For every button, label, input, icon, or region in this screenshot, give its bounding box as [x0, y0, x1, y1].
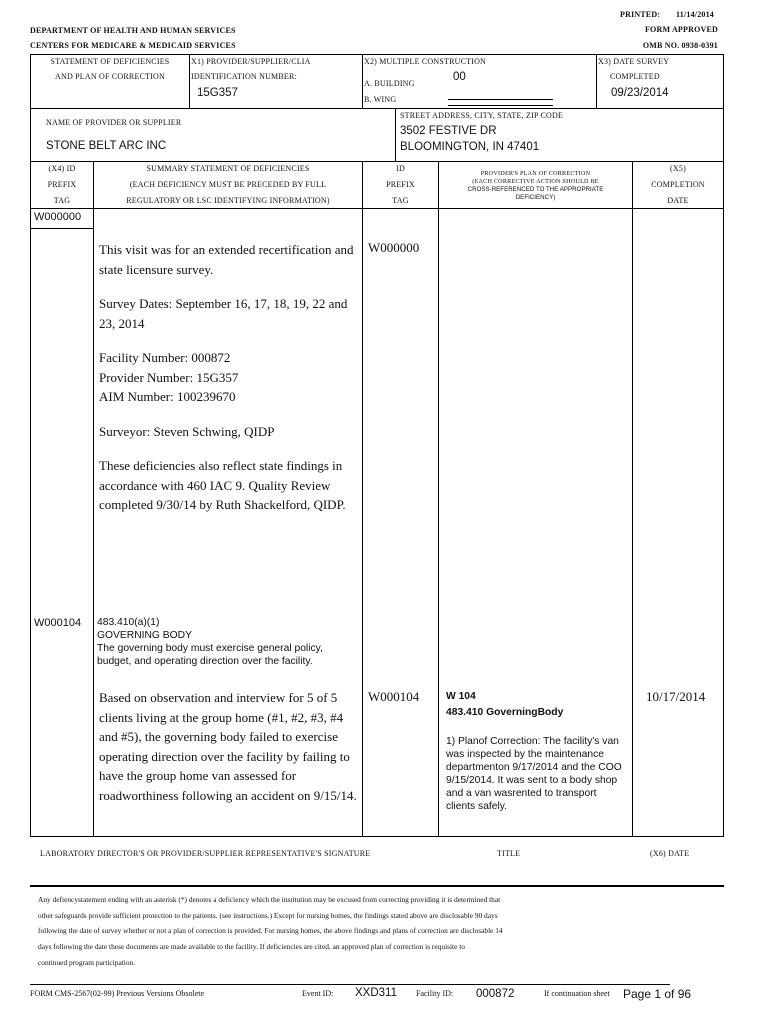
regulation-number: 483.410(a)(1): [97, 617, 160, 628]
plan-label-3: CROSS-REFERENCED TO THE APPROPRIATE: [467, 186, 604, 193]
summary-label-1: SUMMARY STATEMENT OF DEFICIENCIES: [146, 164, 310, 173]
entry1-left-tag: W000000: [34, 211, 82, 223]
statement-label-1: STATEMENT OF DEFICIENCIES: [50, 57, 170, 66]
disclaimer-line-4: days following the date these documents are made available to the facility. If deficiencies are cited, an approved plan of correction is requisite to: [38, 942, 465, 951]
department-title: DEPARTMENT OF HEALTH AND HUMAN SERVICES: [30, 26, 236, 35]
x2-label: X2) MULTIPLE CONSTRUCTION: [364, 57, 487, 66]
completion-date: 10/17/2014: [646, 689, 706, 704]
page-number: Page 1 of 96: [623, 987, 692, 1001]
plan-correction-text: 1) Planof Correction: The facility's van was inspected by the maintenance departmenton 9/17/2014 and the COO 9/15/2014. It was sent to a body shop and a van wasrented to transport clients safely.: [446, 736, 622, 812]
entry1-id-tag: W000000: [368, 240, 420, 255]
x4-label-2: PREFIX: [47, 180, 77, 189]
address-line-2: BLOOMINGTON, IN 47401: [400, 141, 540, 153]
disclaimer-line-5: continued program participation.: [38, 958, 136, 967]
disclaimer-line-1: Any defiencystatement ending with an asterisk (*) denotes a deficiency which the institution may be excused from correcting providing it is determined that: [38, 895, 501, 904]
visit-description: This visit was for an extended recertification and state licensure survey.: [99, 242, 354, 277]
x5-label-3: DATE: [667, 196, 689, 205]
statement-label-2: AND PLAN OF CORRECTION: [55, 72, 165, 81]
facility-id-label: Facility ID:: [416, 989, 454, 998]
footer-rule: [30, 984, 670, 985]
x6-date-label: (X6) DATE: [650, 849, 690, 858]
disclaimer-line-2: other safeguards provide sufficient protection to the patients. (see instructions.) Except for nursing homes, the findings stated above are disclosable 90 days: [38, 911, 498, 920]
facility-id-value: 000872: [476, 988, 515, 1000]
address-label: STREET ADDRESS, CITY, STATE, ZIP CODE: [400, 111, 564, 120]
x1-label-1: X1) PROVIDER/SUPPLIER/CLIA: [191, 57, 311, 66]
centers-title: CENTERS FOR MEDICARE & MEDICAID SERVICES: [30, 41, 236, 50]
provider-name-label: NAME OF PROVIDER OR SUPPLIER: [46, 118, 182, 127]
printed-date: 11/14/2014: [676, 10, 715, 19]
x4-label-1: (X4) ID: [48, 164, 76, 173]
x5-label-1: (X5): [670, 164, 686, 173]
signature-divider: [30, 885, 724, 887]
continuation-label: If continuation sheet: [544, 989, 610, 998]
address-line-1: 3502 FESTIVE DR: [400, 125, 497, 137]
wing-label: B. WING: [364, 95, 397, 104]
plan-label-1: PROVIDER'S PLAN OF CORRECTION: [480, 170, 591, 177]
x3-label-1: X3) DATE SURVEY: [598, 57, 670, 66]
regulation-text: The governing body must exercise general policy, budget, and operating direction over the facility.: [97, 643, 323, 667]
event-id-label: Event ID:: [302, 989, 334, 998]
aim-number: AIM Number: 100239670: [99, 389, 236, 404]
plan-title-tag: W 104: [446, 691, 476, 702]
disclaimer-line-3: following the date of survey whether or not a plan of correction is provided. For nursing homes, the above findings and plans of correction are disclosable 14: [38, 926, 503, 935]
form-number: FORM CMS-2567(02-99) Previous Versions Obsolete: [30, 989, 205, 998]
survey-date-value: 09/23/2014: [611, 87, 669, 99]
surveyor: Surveyor: Steven Schwing, QIDP: [99, 423, 275, 439]
omb-number: OMB NO. 0938-0391: [642, 41, 718, 50]
printed-label: PRINTED:: [620, 10, 661, 19]
x3-label-2: COMPLETED: [610, 72, 660, 81]
survey-dates: Survey Dates: September 16, 17, 18, 19, 22 and 23, 2014: [99, 296, 348, 331]
entry2-left-tag: W000104: [34, 617, 82, 629]
event-id-value: XXD311: [355, 987, 397, 999]
x5-label-2: COMPLETION: [651, 180, 705, 189]
entry2-plan: [446, 690, 626, 813]
plan-label-2: (EACH CORRECTIVE ACTION SHOULD BE: [472, 178, 599, 185]
id-label-2: PREFIX: [386, 180, 415, 189]
building-label: A. BUILDING: [364, 79, 415, 88]
summary-label-2: (EACH DEFICIENCY MUST BE PRECEDED BY FULL: [129, 180, 327, 189]
entry2-id-tag: W000104: [368, 689, 420, 704]
provider-name-value: STONE BELT ARC INC: [46, 140, 167, 152]
building-value: 00: [453, 71, 466, 83]
provider-number: Provider Number: 15G357: [99, 369, 239, 385]
summary-label-3: REGULATORY OR LSC IDENTIFYING INFORMATION): [126, 196, 330, 205]
x1-label-2: IDENTIFICATION NUMBER:: [191, 72, 297, 81]
entry2-finding: Based on observation and interview for 5 of 5 clients living at the group home (#1, #2, #3, #4 and #5), the governing body failed to exercise operating direction over the facility by failing to have the group home van assessed for roadworthiness following an accident on 9/15/14.: [99, 690, 357, 803]
x4-label-3: TAG: [53, 196, 71, 205]
plan-label-4: DEFICIENCY): [515, 194, 556, 201]
plan-title-reg: 483.410 GoverningBody: [446, 707, 564, 718]
provider-id-value: 15G357: [197, 87, 238, 99]
id-label-3: TAG: [392, 196, 409, 205]
facility-number: Facility Number: 000872: [99, 350, 231, 365]
id-label-1: ID: [396, 164, 405, 173]
title-label: TITLE: [497, 849, 521, 858]
form-approved: FORM APPROVED: [644, 25, 718, 34]
entry1-summary: [99, 240, 357, 515]
regulation-title: GOVERNING BODY: [97, 630, 192, 641]
entry2-regulation: [97, 616, 351, 668]
state-findings: These deficiencies also reflect state findings in accordance with 460 IAC 9. Quality Review completed 9/30/14 by Ruth Shackelford, QIDP.: [99, 458, 346, 512]
director-signature-label: LABORATORY DIRECTOR'S OR PROVIDER/SUPPLIER REPRESENTATIVE'S SIGNATURE: [40, 849, 371, 858]
